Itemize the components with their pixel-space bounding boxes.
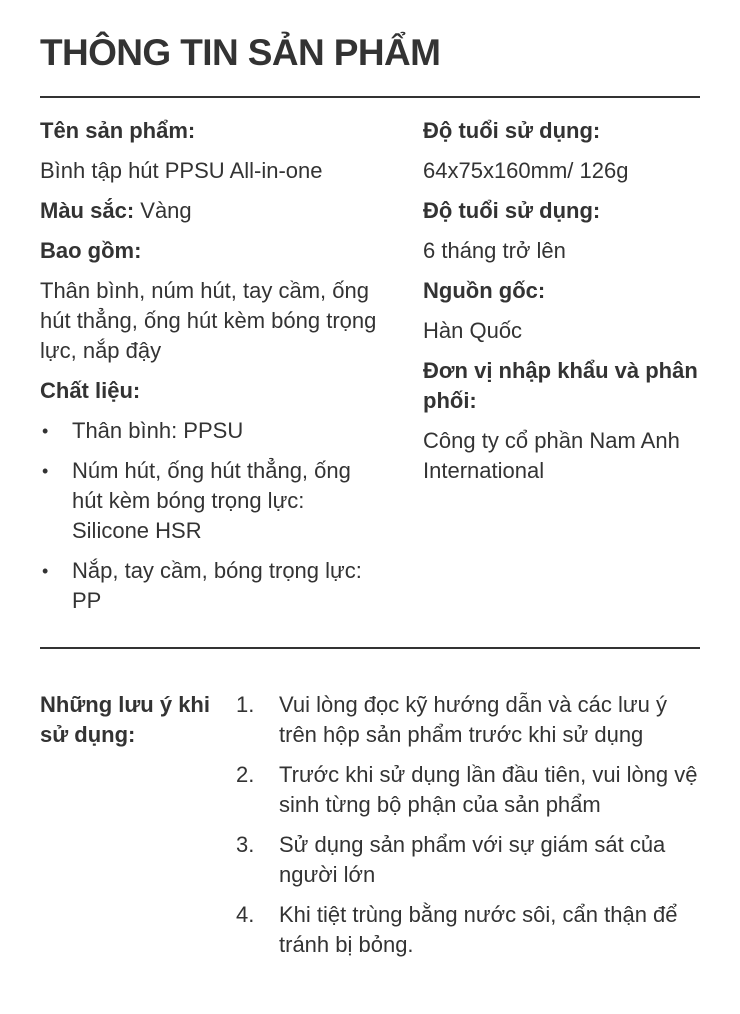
includes-value: Thân bình, núm hút, tay cầm, ống hút thẳng, ống hút kèm bóng trọng lực, nắp đậy (40, 278, 377, 363)
notes-label: Những lưu ý khi sử dụng: (40, 692, 210, 747)
age-label: Độ tuổi sử dụng: (423, 198, 601, 223)
origin-value: Hàn Quốc (423, 318, 523, 343)
importer-label: Đơn vị nhập khẩu và phân phối: (423, 358, 698, 413)
left-info-column (40, 116, 385, 626)
product-name-value: Bình tập hút PPSU All-in-one (40, 158, 323, 183)
origin-label: Nguồn gốc: (423, 278, 546, 303)
note-text: Sử dụng sản phẩm với sự giám sát của người lớn (279, 832, 666, 887)
note-number: 3. (236, 832, 255, 857)
top-divider (40, 96, 700, 98)
list-item (236, 900, 706, 960)
list-item: • Nắp, tay cầm, bóng trọng lực: PP (40, 556, 385, 616)
size-value: 64x75x160mm/ 126g (423, 158, 629, 183)
includes-label: Bao gồm: (40, 238, 142, 263)
color-label: Màu sắc: (40, 198, 135, 223)
note-text: Trước khi sử dụng lần đầu tiên, vui lòng vệ sinh từng bộ phận của sản phẩm (279, 762, 698, 817)
middle-divider (40, 647, 700, 649)
list-item (236, 760, 706, 820)
color-row (40, 196, 385, 226)
age-value: 6 tháng trở lên (423, 238, 566, 263)
color-value: Vàng (134, 198, 192, 223)
note-number: 1. (236, 692, 255, 717)
list-item: • Núm hút, ống hút thẳng, ống hút kèm bóng trọng lực: Silicone HSR (40, 456, 385, 546)
note-text: Khi tiệt trùng bằng nước sôi, cẩn thận để tránh bị bỏng. (279, 902, 678, 957)
right-info-column (423, 116, 708, 496)
material-list (40, 416, 385, 616)
importer-value: Công ty cổ phần Nam Anh International (423, 428, 680, 483)
size-label: Độ tuổi sử dụng: (423, 118, 601, 143)
notes-list (236, 690, 706, 970)
note-number: 2. (236, 762, 255, 787)
note-text: Vui lòng đọc kỹ hướng dẫn và các lưu ý trên hộp sản phẩm trước khi sử dụng (279, 692, 667, 747)
list-item: • Thân bình: PPSU (40, 416, 385, 446)
page-title: THÔNG TIN SẢN PHẨM (40, 32, 441, 73)
list-item (236, 830, 706, 890)
list-item (236, 690, 706, 750)
material-label: Chất liệu: (40, 378, 141, 403)
note-number: 4. (236, 902, 255, 927)
product-name-label: Tên sản phẩm: (40, 118, 196, 143)
